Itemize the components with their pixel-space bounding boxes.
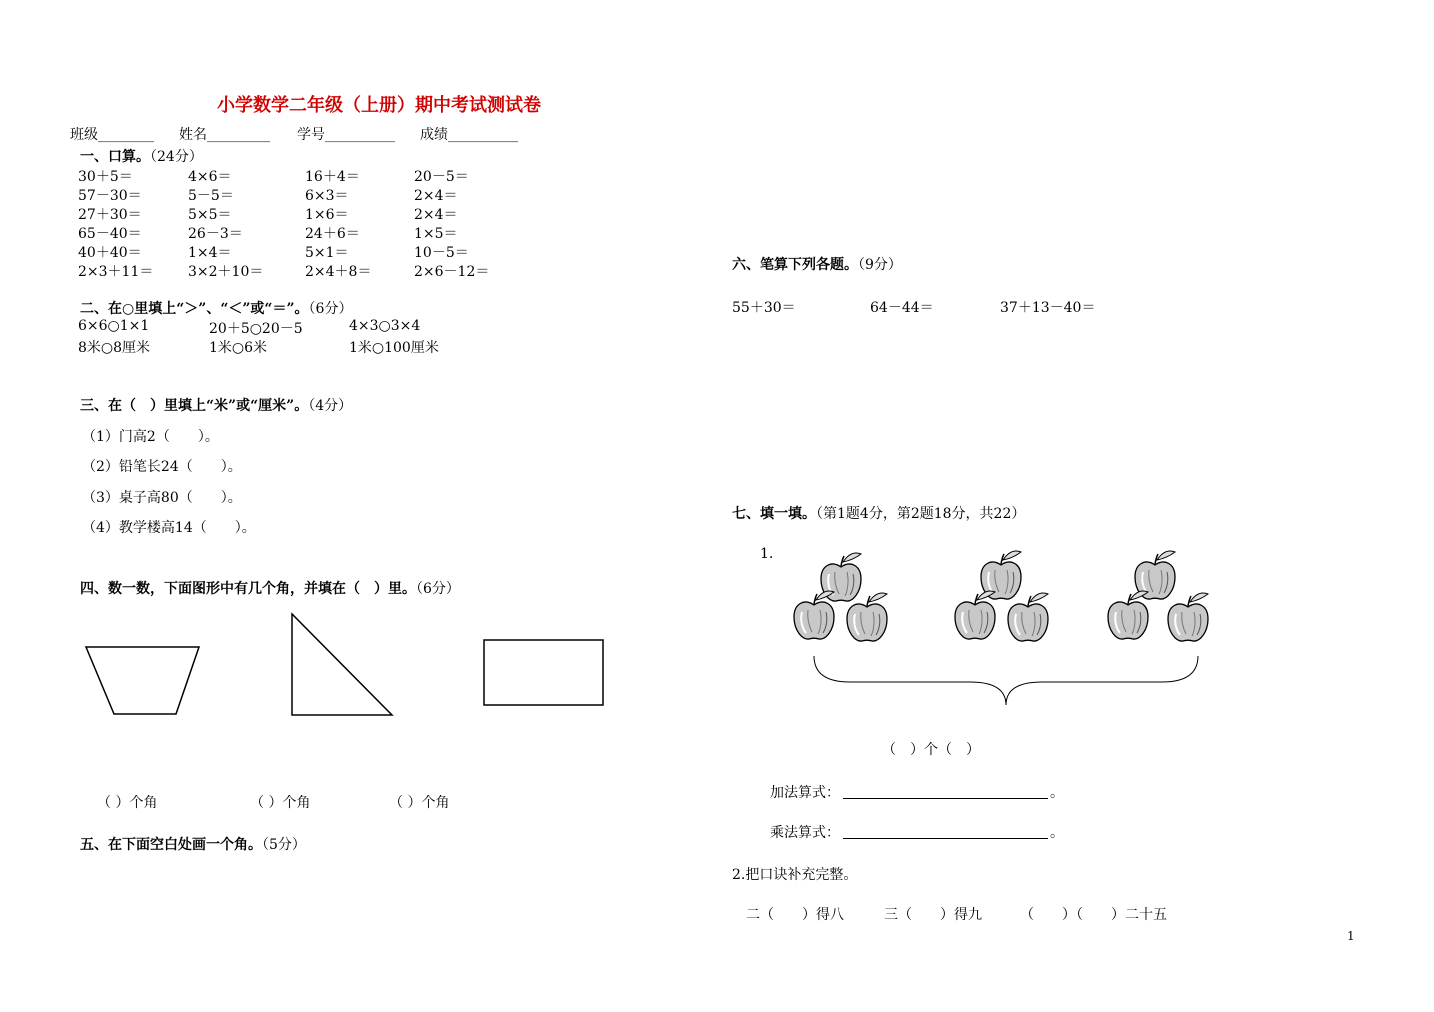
apples-figure — [760, 530, 1240, 720]
angle-answer-3: （ ）个角 — [389, 795, 450, 811]
page-number: 1 — [1347, 929, 1355, 943]
oral-calc-item: 2×3＋11＝ — [78, 264, 154, 280]
oral-calc-item: 16＋4＝ — [305, 169, 360, 185]
apple-group-1 — [794, 553, 887, 641]
oral-calc-item: 26－3＝ — [188, 226, 243, 242]
apple-group-3 — [1108, 551, 1208, 641]
addition-label: 加法算式： — [770, 785, 840, 801]
oral-calc-item: 6×3＝ — [305, 188, 349, 204]
section2-points: （6分） — [308, 301, 353, 317]
apple-group-2 — [955, 551, 1048, 641]
rectangle-shape — [484, 640, 603, 705]
section6-heading — [732, 254, 902, 274]
oral-calc-item: 2×4＋8＝ — [305, 264, 372, 280]
name-field: 姓名_________ — [179, 127, 270, 143]
brace-shape — [814, 656, 1198, 705]
oral-calc-item: 65－40＝ — [78, 226, 142, 242]
count-line: （ ）个（ ） — [882, 742, 980, 758]
score-field: 成绩__________ — [420, 127, 518, 143]
compare-item: 4×3○3×4 — [349, 318, 421, 334]
multiplication-period: 。 — [1050, 825, 1064, 841]
section3-points: （4分） — [308, 398, 353, 414]
section3-title: 三、在（ ）里填上“米”或“厘米”。 — [80, 398, 309, 414]
angle-answer-1: （ ）个角 — [97, 795, 158, 811]
oral-calc-item: 24＋6＝ — [305, 226, 360, 242]
apple-icon — [847, 593, 887, 641]
class-field: 班级________ — [70, 127, 154, 143]
oral-calc-item: 20－5＝ — [414, 169, 469, 185]
q2-label: 2.把口诀补充完整。 — [732, 867, 858, 883]
compare-item: 8米○8厘米 — [78, 340, 151, 356]
oral-calc-item: 2×4＝ — [414, 207, 458, 223]
oral-calc-item: 3×2＋10＝ — [188, 264, 264, 280]
oral-calc-item: 30＋5＝ — [78, 169, 133, 185]
oral-calc-item: 5×1＝ — [305, 245, 349, 261]
oral-calc-item: 4×6＝ — [188, 169, 232, 185]
section7-heading — [732, 503, 1025, 523]
section2-title: 二、在○里填上“＞”、“＜”或“＝”。 — [80, 301, 309, 317]
oral-calc-item: 57－30＝ — [78, 188, 142, 204]
section4-title: 四、数一数，下面图形中有几个角，并填在（ ）里。 — [80, 581, 416, 597]
multiplication-label: 乘法算式： — [770, 825, 840, 841]
angle-answer-2: （ ）个角 — [250, 795, 311, 811]
section1-points: （24分） — [150, 149, 203, 165]
section5-points: （5分） — [262, 837, 306, 853]
oral-calc-item: 1×4＝ — [188, 245, 232, 261]
section7-points: （第1题4分，第2题18分，共22） — [816, 506, 1026, 522]
s6-item-3: 37＋13－40＝ — [1000, 300, 1096, 316]
addition-answer-line — [843, 798, 1048, 799]
q2-item-1: 二（ ）得八 — [746, 907, 844, 923]
oral-calc-item: 10－5＝ — [414, 245, 469, 261]
section5-heading — [80, 834, 306, 854]
apple-icon — [955, 591, 995, 639]
multiplication-answer-line — [843, 838, 1048, 839]
oral-calc-item: 40＋40＝ — [78, 245, 142, 261]
oral-calc-item: 5×5＝ — [188, 207, 232, 223]
section4-points: （6分） — [416, 581, 460, 597]
oral-calc-item: 2×6－12＝ — [414, 264, 490, 280]
s3-item-1: （1）门高2（ ）。 — [82, 429, 219, 445]
oral-calc-item: 27＋30＝ — [78, 207, 142, 223]
compare-item: 1米○6米 — [209, 340, 268, 356]
q2-item-2: 三（ ）得九 — [884, 907, 982, 923]
s3-item-2: （2）铅笔长24（ ）。 — [82, 459, 242, 475]
oral-calc-item: 2×4＝ — [414, 188, 458, 204]
compare-item: 6×6○1×1 — [78, 318, 150, 334]
s3-item-3: （3）桌子高80（ ）。 — [82, 490, 242, 506]
triangle-shape — [292, 614, 392, 715]
page-title: 小学数学二年级（上册）期中考试测试卷 — [217, 95, 541, 116]
section6-title: 六、笔算下列各题。 — [732, 257, 858, 273]
s3-item-4: （4）教学楼高14（ ）。 — [82, 520, 256, 536]
oral-calc-item: 1×5＝ — [414, 226, 458, 242]
trapezoid-shape — [86, 647, 199, 714]
apple-icon — [1008, 593, 1048, 641]
number-field: 学号__________ — [297, 127, 395, 143]
compare-item: 1米○100厘米 — [349, 340, 439, 356]
oral-calc-item: 1×6＝ — [305, 207, 349, 223]
section1-title: 一、口算。 — [80, 149, 150, 165]
section6-points: （9分） — [858, 257, 902, 273]
compare-item: 20＋5○20－5 — [209, 321, 303, 337]
apple-icon — [1168, 593, 1208, 641]
apple-icon — [1108, 591, 1148, 639]
oral-calc-item: 5－5＝ — [188, 188, 234, 204]
q1-label: 1. — [760, 546, 774, 562]
addition-period: 。 — [1050, 785, 1064, 801]
s6-item-2: 64－44＝ — [870, 300, 934, 316]
section7-title: 七、填一填。 — [732, 506, 816, 522]
q2-item-3: （ ）（ ）二十五 — [1020, 907, 1167, 923]
shapes-figure — [0, 0, 700, 760]
section5-title: 五、在下面空白处画一个角。 — [80, 837, 262, 853]
s6-item-1: 55＋30＝ — [732, 300, 796, 316]
